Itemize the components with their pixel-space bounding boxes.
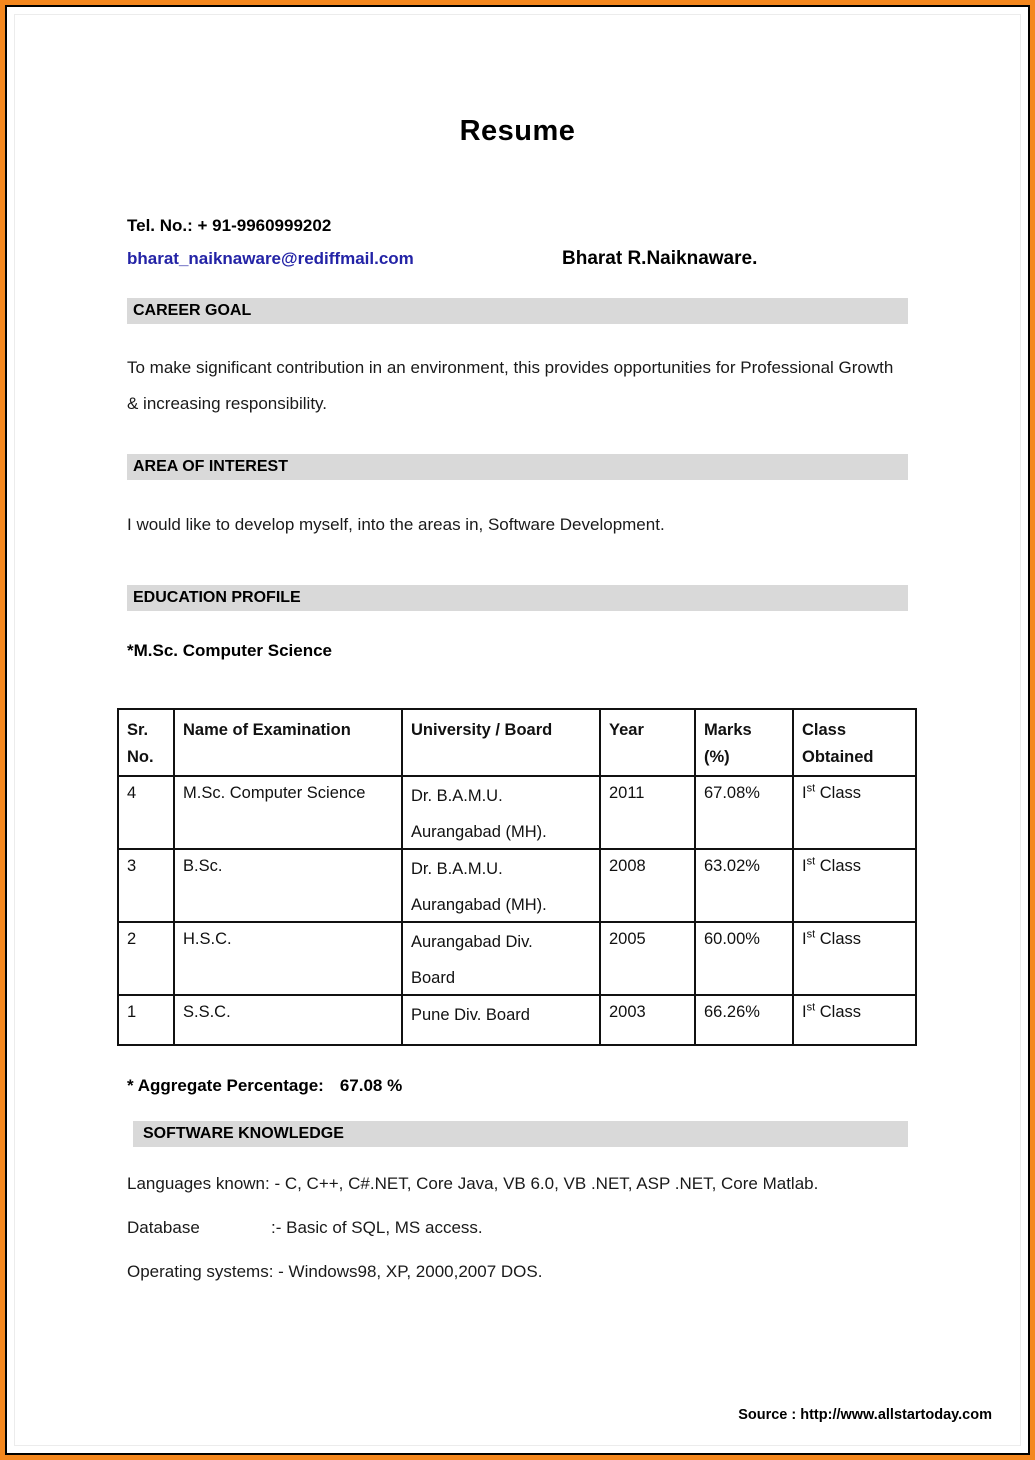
- email-link[interactable]: bharat_naiknaware@rediffmail.com: [127, 249, 414, 268]
- cell-sr-no: 3: [118, 849, 174, 922]
- cell-class-obtained: Ist Class: [793, 922, 916, 995]
- table-row: [118, 995, 916, 1045]
- cell-year: 2008: [600, 849, 695, 922]
- header-marks: Marks (%): [695, 709, 793, 776]
- cell-class-obtained: Ist Class: [793, 995, 916, 1045]
- resume-page: [14, 14, 1021, 1446]
- cell-marks: 66.26%: [695, 995, 793, 1045]
- table-row: [118, 849, 916, 922]
- header-sr-no: Sr. No.: [118, 709, 174, 776]
- section-heading-education-profile: EDUCATION PROFILE: [127, 585, 908, 611]
- education-subheading: *M.Sc. Computer Science: [127, 641, 333, 660]
- aggregate-label: * Aggregate Percentage:: [127, 1076, 324, 1095]
- cell-marks: 67.08%: [695, 776, 793, 849]
- cell-sr-no: 4: [118, 776, 174, 849]
- database-line: [127, 1217, 908, 1239]
- cell-exam: M.Sc. Computer Science: [174, 776, 402, 849]
- source-credit: Source : http://www.allstartoday.com: [738, 1407, 992, 1423]
- cell-marks: 63.02%: [695, 849, 793, 922]
- operating-systems-line: Operating systems: - Windows98, XP, 2000,2007 DOS.: [127, 1262, 543, 1281]
- table-row: [118, 776, 916, 849]
- cell-university-board: Pune Div. Board: [402, 995, 600, 1045]
- cell-university-board: Dr. B.A.M.U. Aurangabad (MH).: [402, 776, 600, 849]
- cell-exam: B.Sc.: [174, 849, 402, 922]
- cell-year: 2011: [600, 776, 695, 849]
- cell-class-obtained: Ist Class: [793, 849, 916, 922]
- cell-exam: S.S.C.: [174, 995, 402, 1045]
- header-university-board: University / Board: [402, 709, 600, 776]
- cell-marks: 60.00%: [695, 922, 793, 995]
- database-value: :- Basic of SQL, MS access.: [271, 1218, 483, 1237]
- page-black-frame: [5, 5, 1030, 1455]
- aggregate-percentage: [127, 1075, 908, 1097]
- header-name-of-examination: Name of Examination: [174, 709, 402, 776]
- contact-row: [127, 247, 908, 271]
- cell-year: 2003: [600, 995, 695, 1045]
- education-table-header-row: [118, 709, 916, 776]
- header-class-obtained: Class Obtained: [793, 709, 916, 776]
- section-heading-career-goal: CAREER GOAL: [127, 298, 908, 324]
- aggregate-value: 67.08 %: [339, 1076, 403, 1095]
- section-heading-area-of-interest: AREA OF INTEREST: [127, 454, 908, 480]
- cell-university-board: Aurangabad Div. Board: [402, 922, 600, 995]
- cell-year: 2005: [600, 922, 695, 995]
- header-year: Year: [600, 709, 695, 776]
- cell-sr-no: 1: [118, 995, 174, 1045]
- education-table: [117, 708, 917, 1046]
- cell-exam: H.S.C.: [174, 922, 402, 995]
- page-title: Resume: [459, 115, 576, 147]
- area-of-interest-text: I would like to develop myself, into the areas in, Software Development.: [127, 515, 665, 534]
- table-row: [118, 922, 916, 995]
- languages-known-line: Languages known: - C, C++, C#.NET, Core Java, VB 6.0, VB .NET, ASP .NET, Core Matlab.: [127, 1174, 819, 1193]
- telephone-number: Tel. No.: + 91-9960999202: [127, 216, 332, 235]
- section-heading-software-knowledge: SOFTWARE KNOWLEDGE: [133, 1121, 908, 1147]
- career-goal-text: To make significant contribution in an environment, this provides opportunities for Professional Growth & increasing responsibility.: [127, 358, 894, 413]
- cell-sr-no: 2: [118, 922, 174, 995]
- person-name: Bharat R.Naiknaware.: [562, 248, 758, 269]
- cell-university-board: Dr. B.A.M.U. Aurangabad (MH).: [402, 849, 600, 922]
- database-label: Database: [127, 1218, 200, 1237]
- cell-class-obtained: Ist Class: [793, 776, 916, 849]
